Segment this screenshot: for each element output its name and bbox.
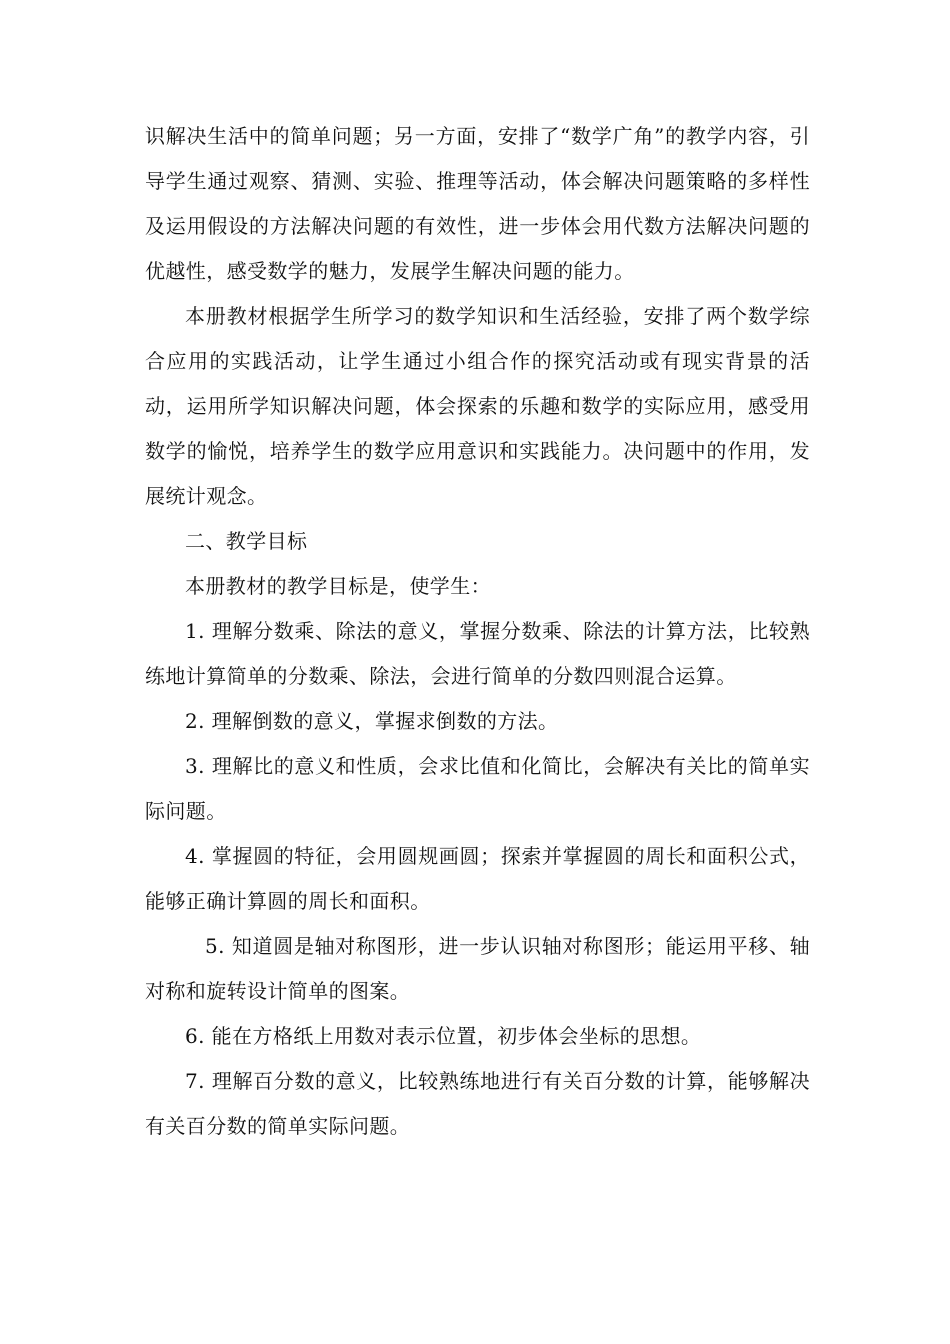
- paragraph-goals-intro: 本册教材的教学目标是，使学生：: [185, 574, 491, 598]
- goal-item-6: 6. 能在方格纸上用数对表示位置，初步体会坐标的思想。: [185, 1024, 702, 1048]
- goal-item-7: 7. 理解百分数的意义，比较熟练地进行有关百分数的计算，能够解决有关百分数的简单实际问题。: [145, 1069, 810, 1138]
- goal-item-2: 2. 理解倒数的意义，掌握求倒数的方法。: [185, 709, 559, 733]
- document-body: [145, 114, 810, 1149]
- paragraph-practice-activities: 本册教材根据学生所学习的数学知识和生活经验，安排了两个数学综合应用的实践活动，让学生通过小组合作的探究活动或有现实背景的活动，运用所学知识解决问题，体会探索的乐趣和数学的实际应用，感受用数学的愉悦，培养学生的数学应用意识和实践能力。决问题中的作用，发展统计观念。: [145, 304, 810, 508]
- goal-item-1: 1. 理解分数乘、除法的意义，掌握分数乘、除法的计算方法，比较熟练地计算简单的分数乘、除法，会进行简单的分数四则混合运算。: [145, 619, 810, 688]
- paragraph-continuation: 识解决生活中的简单问题；另一方面，安排了“数学广角”的教学内容，引导学生通过观察、猜测、实验、推理等活动，体会解决问题策略的多样性及运用假设的方法解决问题的有效性，进一步体会用代数方法解决问题的优越性，感受数学的魅力，发展学生解决问题的能力。: [145, 124, 810, 283]
- goal-item-4: 4. 掌握圆的特征，会用圆规画圆；探索并掌握圆的周长和面积公式，能够正确计算圆的周长和面积。: [145, 844, 810, 913]
- section-heading-teaching-goals: 二、教学目标: [185, 529, 308, 553]
- goal-item-3: 3. 理解比的意义和性质，会求比值和化简比，会解决有关比的简单实际问题。: [145, 754, 810, 823]
- goal-item-5: 5. 知道圆是轴对称图形，进一步认识轴对称图形；能运用平移、轴对称和旋转设计简单的图案。: [145, 934, 810, 1003]
